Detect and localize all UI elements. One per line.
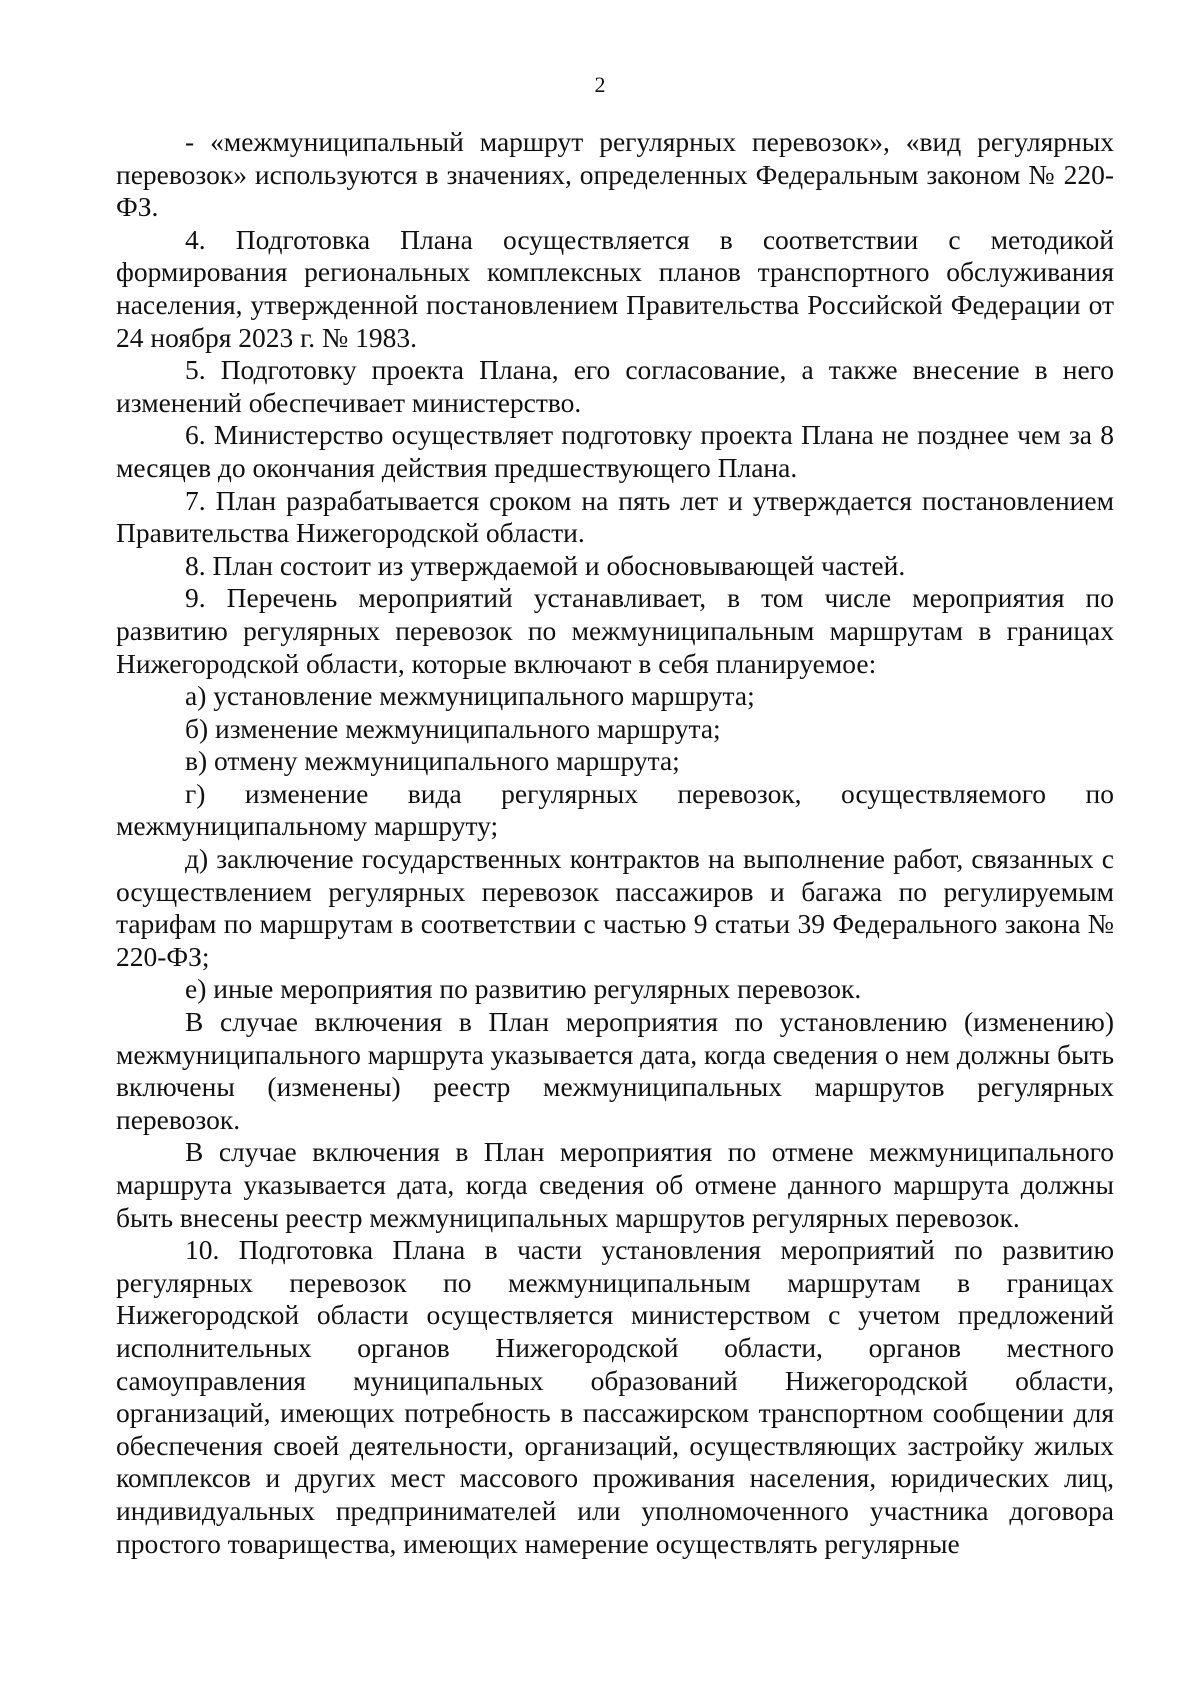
paragraph-10: 10. Подготовка Плана в части установления мероприятий по развитию регулярных перевозок по межмуниципальным маршрутам в границах Нижегородской области осуществляется министерством с учетом предложений исполнительных органов Нижегородской области, органов местного самоуправления муниципальных образований Нижегородской области, организаций, имеющих потребность в пассажирском транспортном сообщении для обеспечения своей деятельности, организаций, осуществляющих застройку жилых комплексов и других мест массового проживания населения, юридических лиц, индивидуальных предпринимателей или уполномоченного участника договора простого товарищества, имеющих намерение осуществлять регулярные	[116, 1234, 1114, 1559]
list-item-g: г) изменение вида регулярных перевозок, осуществляемого по межмуниципальному маршруту;	[116, 777, 1114, 842]
document-body	[116, 126, 1114, 1560]
paragraph-4: 4. Подготовка Плана осуществляется в соответствии с методикой формирования региональных комплексных планов транспортного обслуживания населения, утвержденной постановлением Правительства Российской Федерации от 24 ноября 2023 г. № 1983.	[116, 223, 1114, 353]
list-item-b: б) изменение межмуниципального маршрута;	[185, 712, 721, 744]
list-item-d: д) заключение государственных контрактов на выполнение работ, связанных с осуществлением регулярных перевозок пассажиров и багажа по регулируемым тарифам по маршрутам в соответствии с частью 9 статьи 39 Федерального закона № 220-ФЗ;	[116, 843, 1114, 972]
paragraph-6: 6. Министерство осуществляет подготовку проекта Плана не позднее чем за 8 месяцев до окончания действия предшествующего Плана.	[116, 419, 1114, 483]
paragraph-route-change: В случае включения в План мероприятия по установлению (изменению) межмуниципального маршрута указывается дата, когда сведения о нем должны быть включены (изменены) реестр межмуниципальных маршрутов регулярных перевозок.	[116, 1006, 1114, 1135]
paragraph-route-cancel: В случае включения в План мероприятия по отмене межмуниципального маршрута указывается дата, когда сведения об отмене данного маршрута должны быть внесены реестр межмуниципальных маршрутов регулярных перевозок.	[116, 1136, 1114, 1233]
paragraph-5: 5. Подготовку проекта Плана, его согласование, а также внесение в него изменений обеспечивает министерство.	[116, 354, 1114, 418]
paragraph-9: 9. Перечень мероприятий устанавливает, в том числе мероприятия по развитию регулярных перевозок по межмуниципальным маршрутам в границах Нижегородской области, которые включают в себя планируемое:	[116, 582, 1114, 679]
paragraph-definitions: - «межмуниципальный маршрут регулярных перевозок», «вид регулярных перевозок» используются в значениях, определенных Федеральным законом № 220-ФЗ.	[116, 126, 1114, 223]
list-item-e: е) иные мероприятия по развитию регулярных перевозок.	[185, 973, 862, 1005]
list-item-v: в) отмену межмуниципального маршрута;	[185, 745, 680, 777]
page-number: 2	[594, 72, 606, 97]
paragraph-7: 7. План разрабатывается сроком на пять лет и утверждается постановлением Правительства Нижегородской области.	[116, 484, 1114, 549]
list-item-a: а) установление межмуниципального маршрута;	[185, 680, 755, 712]
paragraph-8: 8. План состоит из утверждаемой и обосновывающей частей.	[185, 549, 906, 581]
